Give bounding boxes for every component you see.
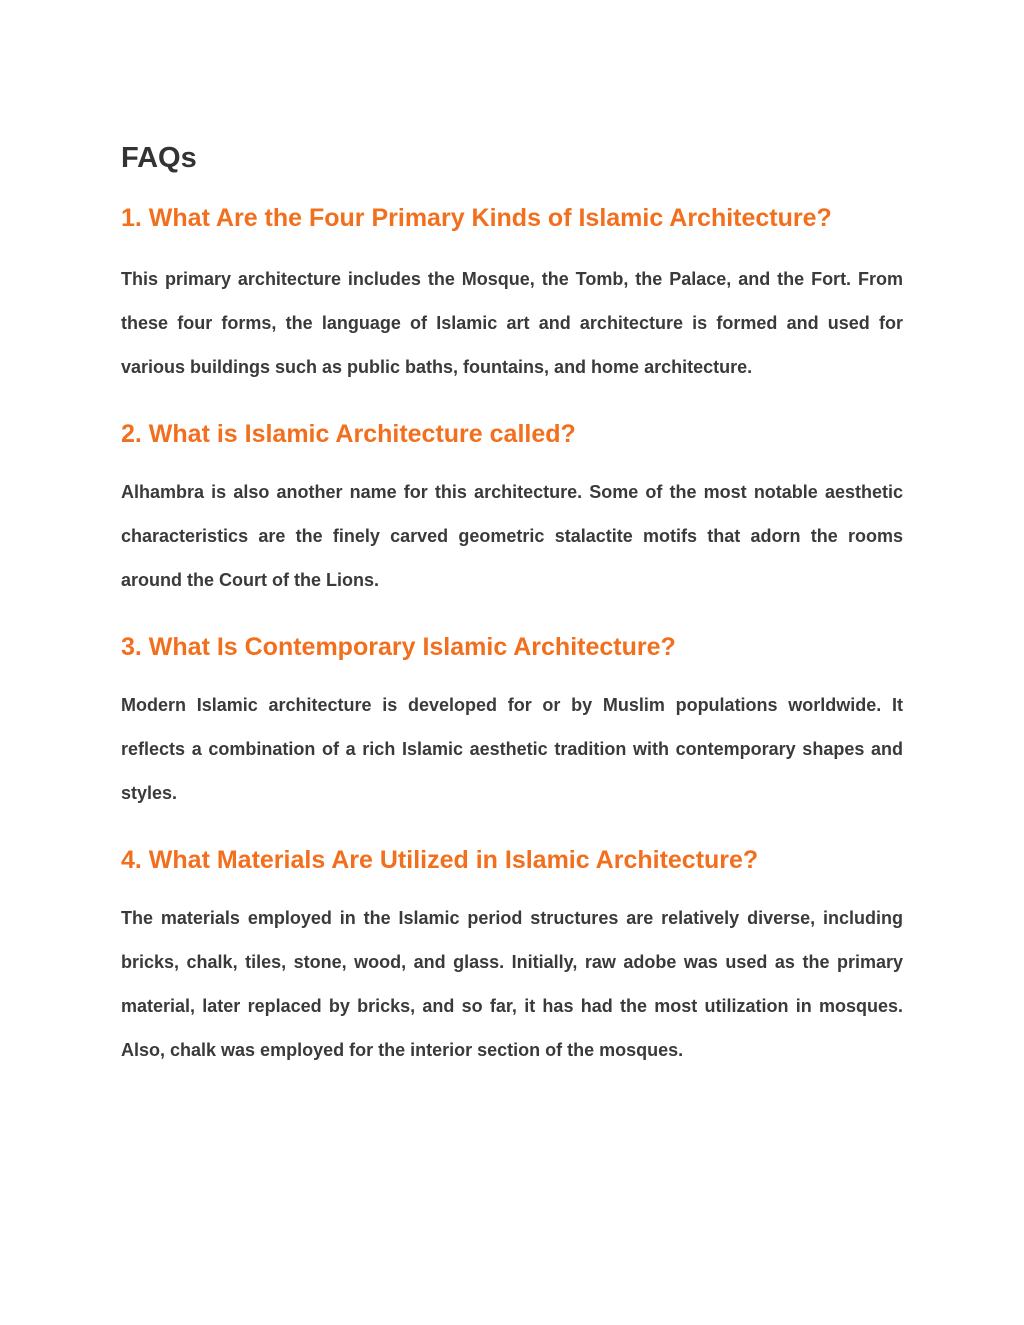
faq-answer-1: This primary architecture includes the Mosque, the Tomb, the Palace, and the Fort. From these four forms, the language of Islamic art and architecture is formed and used for various buildings such as public baths, fountains, and home architecture.: [121, 269, 903, 377]
faq-item-1: [121, 202, 903, 389]
faq-question-1: 1. What Are the Four Primary Kinds of Islamic Architecture?: [121, 204, 832, 232]
faq-item-2: [121, 418, 903, 602]
page-title: FAQs: [121, 142, 197, 174]
faq-page: [121, 136, 903, 1072]
faq-question-2: 2. What is Islamic Architecture called?: [121, 420, 576, 448]
faq-item-4: [121, 844, 903, 1072]
faq-item-3: [121, 631, 903, 815]
faq-answer-4: The materials employed in the Islamic period structures are relatively diverse, including bricks, chalk, tiles, stone, wood, and glass. Initially, raw adobe was used as the primary material, later replaced by bricks, and so far, it has had the most utilization in mosques. Also, chalk was employed for the interior section of the mosques.: [121, 908, 903, 1060]
faq-question-4: 4. What Materials Are Utilized in Islamic Architecture?: [121, 846, 759, 874]
faq-answer-2: Alhambra is also another name for this architecture. Some of the most notable aesthetic characteristics are the finely carved geometric stalactite motifs that adorn the rooms around the Court of the Lions.: [121, 482, 903, 590]
faq-question-3: 3. What Is Contemporary Islamic Architecture?: [121, 633, 676, 661]
faq-answer-3: Modern Islamic architecture is developed for or by Muslim populations worldwide. It reflects a combination of a rich Islamic aesthetic tradition with contemporary shapes and styles.: [121, 695, 903, 803]
